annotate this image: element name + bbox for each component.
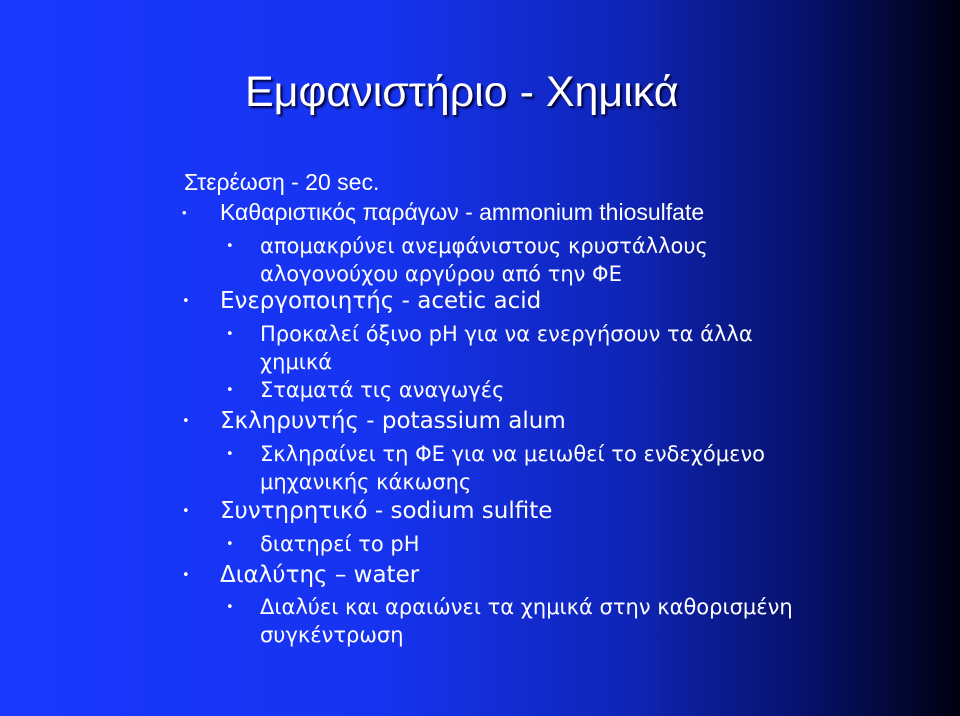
item-text: Διαλύτης – water [220, 562, 420, 588]
bullet-icon: • [226, 447, 234, 462]
item-text: Προκαλεί όξινο pH για να ενεργήσουν τα άλλα [260, 322, 753, 346]
item-text: Διαλύει και αραιώνει τα χημικά στην καθορισμένη [260, 595, 793, 619]
bullet-icon: • [226, 600, 234, 615]
bullet-icon: • [182, 294, 190, 309]
item-text: Καθαριστικός παράγων - ammonium thiosulfate [220, 199, 705, 225]
bullet-icon: • [182, 205, 187, 220]
item-text: Σταματά τις αναγωγές [260, 378, 505, 402]
item-text: Συντηρητικό - sodium sulfite [220, 498, 553, 524]
bullet-icon: • [226, 327, 234, 342]
list-item [182, 407, 566, 435]
item-text: μηχανικής κάκωσης [260, 470, 472, 494]
bullet-icon: • [182, 504, 190, 519]
list-item [226, 376, 505, 404]
bullet-icon: • [182, 568, 190, 583]
bullet-icon: • [226, 537, 234, 552]
list-item [182, 198, 705, 226]
list-item [182, 561, 420, 589]
item-text: συγκέντρωση [260, 623, 404, 647]
list-item [226, 320, 753, 376]
item-text: Ενεργοποιητής - acetic acid [220, 288, 542, 314]
intro-line: Στερέωση - 20 sec. [184, 169, 380, 195]
item-text: χημικά [260, 350, 333, 374]
list-item [226, 440, 766, 496]
bullet-icon: • [226, 383, 234, 398]
list-item [182, 287, 542, 315]
bullet-icon: • [226, 239, 234, 254]
list-item [226, 530, 420, 558]
slide-title: Εμφανιστήριο - Χημικά [245, 68, 679, 116]
item-text: Σκληρυντής - potassium alum [220, 408, 566, 434]
item-text: αλογονούχου αργύρου από την ΦΕ [260, 262, 622, 286]
item-text: απομακρύνει ανεμφάνιστους κρυστάλλους [260, 234, 708, 258]
item-text: Σκληραίνει τη ΦΕ για να μειωθεί το ενδεχόμενο [260, 442, 766, 466]
item-text: διατηρεί το pH [260, 532, 420, 556]
list-item [226, 593, 793, 649]
list-item [182, 497, 553, 525]
list-item [226, 232, 708, 288]
bullet-icon: • [182, 414, 190, 429]
